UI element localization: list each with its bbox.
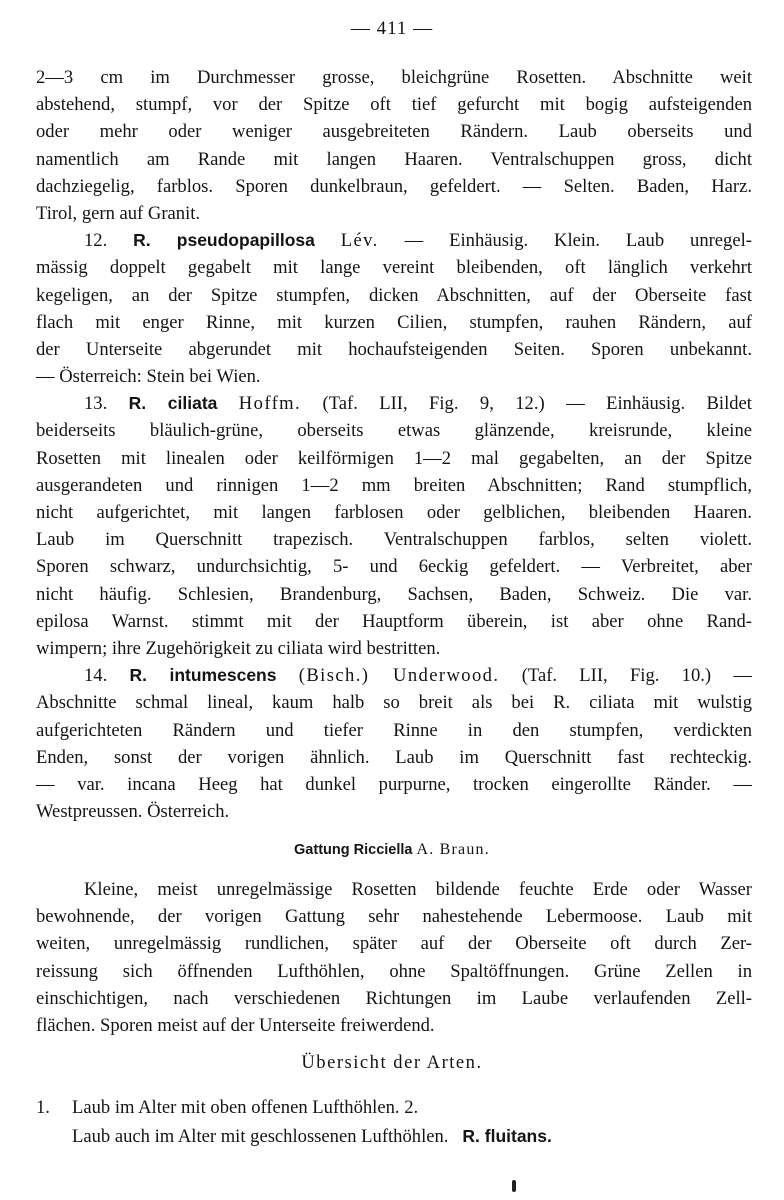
text-line: Laub im Querschnitt trapezisch. Ventralschuppen farblos, selten violett. [36,529,752,551]
species-name: R. ciliata [128,393,218,414]
text-line: ausgerandeten und rinnigen 1—2 mm breiten Abschnitten; Rand stumpflich, [36,474,752,496]
text-line: Abschnitte schmal lineal, kaum halb so breit als bei R. ciliata mit wulstig [36,692,752,714]
text-line: weiten, unregelmässig rundlichen, später auf der Oberseite oft durch Zer- [36,933,752,955]
entry-13-first-line [36,390,752,417]
entry-14-first-line [36,662,752,689]
text-line: wimpern; ihre Zugehörigkeit zu ciliata wird bestritten. [36,637,441,659]
text-line: — var. incana Heeg hat dunkel purpurne, trocken eingerollte Ränder. — [36,773,752,795]
text-line: 2—3 cm im Durchmesser grosse, bleichgrüne Rosetten. Abschnitte weit [36,67,752,88]
text-line: reissung sich öffnenden Lufthöhlen, ohne Spaltöffnungen. Grüne Zellen in [36,960,752,982]
key-row [36,1094,752,1122]
entry-12-first-line [36,227,752,254]
text-line: Tirol, gern auf Granit. [36,202,201,224]
text-line: Kleine, meist unregelmässige Rosetten bildende feuchte Erde oder Wasser [84,879,752,900]
page-number: — 411 — [350,18,434,39]
species-author: Hoffm. [238,393,302,415]
text-line: bewohnende, der vorigen Gattung sehr nahestehende Lebermoose. Laub mit [36,906,752,928]
text-line: einschichtigen, nach verschiedenen Richtungen im Laube verlaufenden Zell- [36,987,752,1009]
text-line: Westpreussen. Österreich. [36,801,230,823]
genus-heading [0,841,784,859]
entry-number: 13. [84,393,108,415]
text-line: oder mehr oder weniger ausgebreiteten Rändern. Laub oberseits und [36,121,752,143]
genus-name: Gattung Ricciella [294,842,413,858]
text-line: Sporen schwarz, undurchsichtig, 5- und 6eckig gefeldert. — Verbreitet, aber [36,556,752,578]
key-number: 1. [36,1097,50,1118]
text-line: dachziegelig, farblos. Sporen dunkelbraun, gefeldert. — Selten. Baden, Harz. [36,175,752,197]
entry-text: — Einhäusig. Klein. Laub unregel- [404,230,752,252]
text-line: flächen. Sporen meist auf der Unterseite freiwerdend. [36,1014,435,1036]
key-text: Laub auch im Alter mit geschlossenen Lufthöhlen. [72,1126,449,1147]
print-speck [512,1180,516,1192]
text-line: der Unterseite abgerundet mit hochaufsteigenden Seiten. Sporen unbekannt. [36,338,752,360]
species-name: R. intumescens [129,665,277,686]
species-name: R. pseudopapillosa [133,230,315,251]
key-species: R. fluitans. [462,1126,552,1146]
text-line: nicht aufgerichtet, mit langen farblosen oder gelblichen, bleibenden Haaren. [36,502,752,523]
text-line: abstehend, stumpf, vor der Spitze oft tief gefurcht mit bogig aufsteigenden [36,94,752,116]
overview-heading: Übersicht der Arten. [301,1052,483,1073]
entry-text: (Taf. LII, Fig. 9, 12.) — Einhäusig. Bildet [322,393,752,415]
entry-number: 12. [84,230,108,252]
text-line: kegeligen, an der Spitze stumpfen, dicken Abschnitten, auf der Oberseite fast [36,284,752,306]
key-text: Laub im Alter mit oben offenen Lufthöhlen. 2. [72,1097,419,1118]
text-line: namentlich am Rande mit langen Haaren. Ventralschuppen gross, dicht [36,148,752,170]
species-author: Lév. [340,230,379,252]
entry-text: (Taf. LII, Fig. 10.) — [521,665,752,687]
entry-number: 14. [84,665,108,687]
text-line: epilosa Warnst. stimmt mit der Hauptform überein, ist aber ohne Rand- [36,610,752,632]
genus-author: A. Braun. [416,841,490,858]
text-line: aufgerichteten Rändern und tiefer Rinne in den stumpfen, verdickten [36,719,752,741]
text-line: beiderseits bläulich-grüne, oberseits etwas glänzende, kreisrunde, kleine [36,420,752,442]
text-line: Enden, sonst der vorigen ähnlich. Laub im Querschnitt fast rechteckig. [36,746,752,768]
text-line: mässig doppelt gegabelt mit lange vereint bleibenden, oft länglich verkehrt [36,257,752,279]
main-text-block [36,64,752,825]
genus-description [36,876,752,1039]
species-key [36,1094,752,1151]
text-line: — Österreich: Stein bei Wien. [36,366,261,388]
text-line: nicht häufig. Schlesien, Brandenburg, Sachsen, Baden, Schweiz. Die var. [36,583,752,605]
text-line: Rosetten mit linealen oder keilförmigen 1—2 mal gegabelten, an der Spitze [36,447,752,469]
text-line: flach mit enger Rinne, mit kurzen Cilien, stumpfen, rauhen Rändern, auf [36,311,752,333]
species-author: (Bisch.) Underwood. [298,665,500,687]
key-row [36,1122,752,1151]
